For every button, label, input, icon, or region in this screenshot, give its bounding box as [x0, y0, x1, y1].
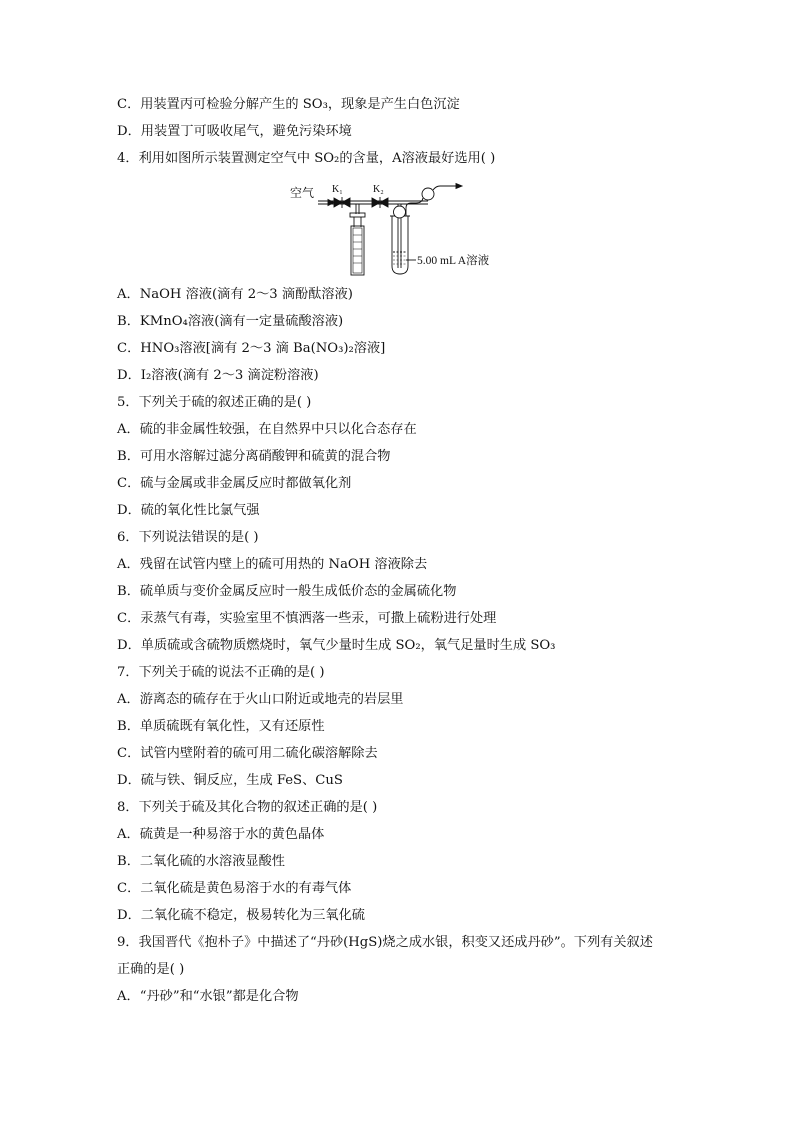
air-label: 空气	[290, 186, 315, 200]
text-line: 正确的是( )	[117, 962, 185, 977]
text-line: A．NaOH 溶液(滴有 2～3 滴酚酞溶液)	[117, 287, 353, 302]
text-line: 7．下列关于硫的说法不正确的是( )	[117, 665, 325, 680]
text-line: D．I₂溶液(滴有 2～3 滴淀粉溶液)	[117, 368, 319, 383]
k1-label: K₁	[332, 184, 343, 195]
text-line: D．用装置丁可吸收尾气，避免污染环境	[117, 124, 352, 139]
text-line: 9．我国晋代《抱朴子》中描述了“丹砂(HgS)烧之成水银，积变又还成丹砂”。下列有关叙述	[117, 935, 653, 950]
text-line: 5．下列关于硫的叙述正确的是( )	[117, 395, 312, 410]
text-line: B．硫单质与变价金属反应时一般生成低价态的金属硫化物	[117, 584, 457, 599]
text-line: B．单质硫既有氧化性，又有还原性	[117, 719, 325, 734]
k2-label: K₂	[373, 184, 384, 195]
text-line: A．硫黄是一种易溶于水的黄色晶体	[117, 827, 325, 842]
absorption-tube-icon	[390, 204, 416, 274]
text-line: B．KMnO₄溶液(滴有一定量硫酸溶液)	[117, 314, 344, 329]
text-line: D．单质硫或含硫物质燃烧时，氧气少量时生成 SO₂，氧气足量时生成 SO₃	[117, 638, 556, 653]
text-line: A．游离态的硫存在于火山口附近或地壳的岩层里	[117, 692, 404, 707]
text-line: C．试管内壁附着的硫可用二硫化碳溶解除去	[117, 746, 378, 761]
text-line: C．硫与金属或非金属反应时都做氧化剂	[117, 476, 352, 491]
text-line: A．硫的非金属性较强，在自然界中只以化合态存在	[117, 422, 417, 437]
valve-k1-icon	[334, 197, 350, 208]
text-line: A．“丹砂”和“水银”都是化合物	[117, 989, 299, 1004]
text-line: D．二氧化硫不稳定，极易转化为三氧化硫	[117, 908, 365, 923]
text-line: D．硫的氧化性比氯气强	[117, 503, 260, 518]
text-line: B．二氧化硫的水溶液显酸性	[117, 854, 285, 869]
text-line: C．二氧化硫是黄色易溶于水的有毒气体	[117, 881, 352, 896]
text-line: 6．下列说法错误的是( )	[117, 530, 259, 545]
outlet-tube	[406, 184, 462, 217]
text-line: B．可用水溶解过滤分离硝酸钾和硫黄的混合物	[117, 449, 391, 464]
text-line: D．硫与铁、铜反应，生成 FeS、CuS	[117, 773, 343, 788]
text-line: A．残留在试管内壁上的硫可用热的 NaOH 溶液除去	[117, 557, 428, 572]
text-line: C．HNO₃溶液[滴有 2～3 滴 Ba(NO₃)₂溶液]	[117, 341, 386, 356]
text-line: C．用装置丙可检验分解产生的 SO₃，现象是产生白色沉淀	[117, 97, 460, 112]
valve-k2-icon	[372, 197, 388, 208]
text-line: C．汞蒸气有毒，实验室里不慎洒落一些汞，可撒上硫粉进行处理	[117, 611, 497, 626]
text-line: 4．利用如图所示装置测定空气中 SO₂的含量，A溶液最好选用( )	[117, 151, 496, 166]
text-line: 8．下列关于硫及其化合物的叙述正确的是( )	[117, 800, 378, 815]
solution-label: 5.00 mL A溶液	[417, 255, 490, 267]
apparatus-diagram	[290, 180, 505, 278]
syringe-icon	[350, 204, 365, 275]
